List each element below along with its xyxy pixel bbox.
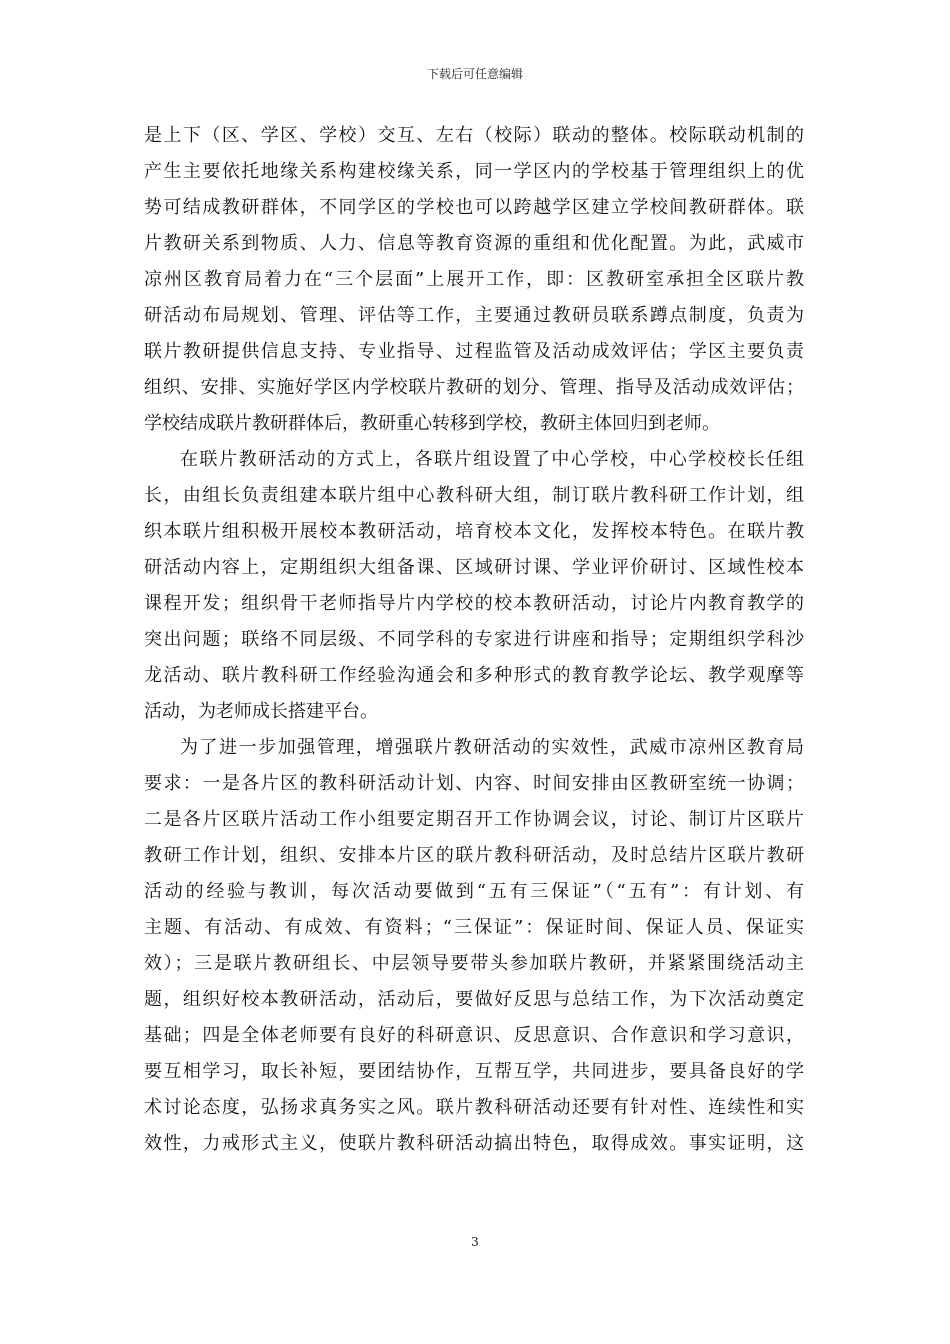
text-line: 要求：一是各片区的教科研活动计划、内容、时间安排由区教研室统一协调； <box>144 773 804 794</box>
text-line: 是上下（区、学区、学校）交互、左右（校际）联动的整体。校际联动机制的 <box>144 125 804 146</box>
text-line: 产生主要依托地缘关系构建校缘关系，同一学区内的学校基于管理组织上的优 <box>144 161 804 182</box>
text-line: 教研工作计划，组织、安排本片区的联片教科研活动，及时总结片区联片教研 <box>144 845 804 866</box>
page-number: 3 <box>471 1235 479 1249</box>
text-line: 突出问题；联络不同层级、不同学科的专家进行讲座和指导；定期组织学科沙 <box>144 629 804 650</box>
text-line: 效性，力戒形式主义，使联片教科研活动搞出特色，取得成效。事实证明，这 <box>144 1133 804 1154</box>
paragraph-3 <box>144 730 804 1162</box>
text-line: 学校结成联片教研群体后，教研重心转移到学校，教研主体回归到老师。 <box>144 413 720 434</box>
text-line: 研活动布局规划、管理、评估等工作，主要通过教研员联系蹲点制度，负责为 <box>144 305 804 326</box>
text-line: 联片教研提供信息支持、专业指导、过程监管及活动成效评估；学区主要负责 <box>144 341 804 362</box>
text-line: 龙活动、联片教科研工作经验沟通会和多种形式的教育教学论坛、教学观摩等 <box>144 665 804 686</box>
text-line: 凉州区教育局着力在“三个层面”上展开工作，即：区教研室承担全区联片教 <box>144 269 804 290</box>
text-line: 为了进一步加强管理，增强联片教研活动的实效性，武威市凉州区教育局 <box>180 737 804 758</box>
text-line: 题，组织好校本教研活动，活动后，要做好反思与总结工作，为下次活动奠定 <box>144 989 804 1010</box>
text-line: 基础；四是全体老师要有良好的科研意识、反思意识、合作意识和学习意识， <box>144 1025 804 1046</box>
text-line: 效）；三是联片教研组长、中层领导要带头参加联片教研，并紧紧围绕活动主 <box>144 953 804 974</box>
paragraph-1 <box>144 118 804 442</box>
text-line: 要互相学习，取长补短，要团结协作，互帮互学，共同进步，要具备良好的学 <box>144 1061 804 1082</box>
text-line: 活动，为老师成长搭建平台。 <box>144 701 378 722</box>
page-header: 下载后可任意编辑 <box>426 67 523 81</box>
text-line: 在联片教研活动的方式上，各联片组设置了中心学校，中心学校校长任组 <box>180 449 804 470</box>
text-line: 织本联片组积极开展校本教研活动，培育校本文化，发挥校本特色。在联片教 <box>144 521 804 542</box>
text-line: 研活动内容上，定期组织大组备课、区域研讨课、学业评价研讨、区域性校本 <box>144 557 804 578</box>
text-line: 课程开发；组织骨干老师指导片内学校的校本教研活动，讨论片内教育教学的 <box>144 593 804 614</box>
document-body <box>144 118 804 1162</box>
text-line: 术讨论态度，弘扬求真务实之风。联片教科研活动还要有针对性、连续性和实 <box>144 1097 804 1118</box>
text-line: 势可结成教研群体，不同学区的学校也可以跨越学区建立学校间教研群体。联 <box>144 197 804 218</box>
text-line: 主题、有活动、有成效、有资料；“三保证”：保证时间、保证人员、保证实 <box>144 917 804 938</box>
text-line: 片教研关系到物质、人力、信息等教育资源的重组和优化配置。为此，武威市 <box>144 233 804 254</box>
text-line: 长，由组长负责组建本联片组中心教科研大组，制订联片教科研工作计划，组 <box>144 485 804 506</box>
text-line: 二是各片区联片活动工作小组要定期召开工作协调会议，讨论、制订片区联片 <box>144 809 804 830</box>
paragraph-2 <box>144 442 804 730</box>
text-line: 组织、安排、实施好学区内学校联片教研的划分、管理、指导及活动成效评估； <box>144 377 804 398</box>
text-line: 活动的经验与教训，每次活动要做到“五有三保证”（“五有”：有计划、有 <box>144 881 804 902</box>
